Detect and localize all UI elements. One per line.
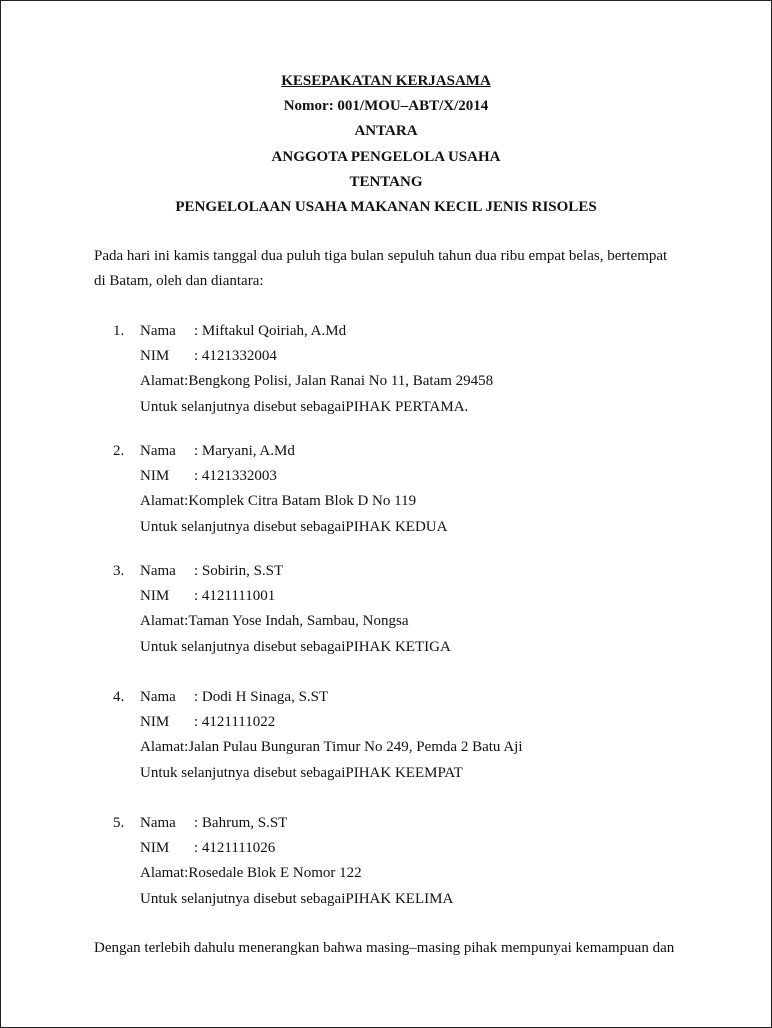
party-nim: 4121111026: [201, 840, 276, 857]
party-2: 2. Nama : Maryani, A.Md NIM : 4121332003 Alamat: Komplek Citra Batam Blok D No 119 Untuk selanjutnya disebut sebagai PIHAK KEDUA: [94, 441, 714, 542]
party-name: Dodi H Sinaga, S.ST: [201, 689, 329, 705]
party-address: Rosedale Blok E Nomor 122: [188, 865, 362, 882]
party-number: 2.: [113, 443, 125, 459]
party-address: Komplek Citra Batam Blok D No 119: [188, 493, 417, 510]
party-number: 1.: [113, 323, 125, 339]
party-nim: 4121332003: [201, 468, 277, 485]
party-name: Maryani, A.Md: [201, 443, 295, 459]
title-regarding: TENTANG: [349, 173, 423, 190]
intro-line-1: Pada hari ini kamis tanggal dua puluh tiga bulan sepuluh tahun dua ribu empat belas, bertempat: [94, 248, 668, 264]
party-number: 3.: [113, 563, 125, 579]
intro-paragraph: [94, 244, 704, 294]
party-address: Jalan Pulau Bunguran Timur No 249, Pemda 2 Batu Aji: [188, 739, 523, 756]
document-title-block: [1, 71, 771, 222]
party-nim: 4121111001: [201, 588, 276, 605]
party-nim: 4121332004: [201, 348, 277, 365]
title-between: ANTARA: [354, 123, 418, 140]
party-3: 3. Nama : Sobirin, S.ST NIM : 4121111001 Alamat: Taman Yose Indah, Sambau, Nongsa Untuk selanjutnya disebut sebagai PIHAK KETIGA: [94, 561, 714, 662]
title-subject: PENGELOLAAN USAHA MAKANAN KECIL JENIS RISOLES: [175, 198, 597, 215]
closing-line-1: Dengan terlebih dahulu menerangkan bahwa masing–masing pihak mempunyai kemampuan dan: [94, 940, 675, 956]
party-role: PIHAK KEEMPAT: [345, 764, 463, 781]
party-address: Bengkong Polisi, Jalan Ranai No 11, Batam 29458: [188, 373, 494, 390]
agreement-title: KESEPAKATAN KERJASAMA: [281, 73, 491, 89]
party-role: PIHAK KETIGA: [345, 638, 451, 655]
party-name: Miftakul Qoiriah, A.Md: [201, 323, 347, 339]
agreement-number: Nomor: 001/MOU–ABT/X/2014: [283, 98, 489, 115]
party-number: 5.: [113, 815, 125, 831]
party-role: PIHAK PERTAMA.: [345, 398, 469, 415]
party-nim: 4121111022: [201, 714, 276, 731]
party-name: Sobirin, S.ST: [201, 563, 284, 579]
intro-line-2: di Batam, oleh dan diantara:: [94, 273, 264, 289]
party-1: 1. Nama : Miftakul Qoiriah, A.Md NIM : 4121332004 Alamat: Bengkong Polisi, Jalan Ranai No 11, Batam 29458 Untuk selanjutnya disebut sebagai PIHAK PERTAMA.: [94, 321, 714, 422]
title-parties: ANGGOTA PENGELOLA USAHA: [271, 148, 501, 165]
party-5: 5. Nama : Bahrum, S.ST NIM : 4121111026 Alamat: Rosedale Blok E Nomor 122 Untuk selanjutnya disebut sebagai PIHAK KELIMA: [94, 813, 714, 914]
party-number: 4.: [113, 689, 125, 705]
party-role: PIHAK KELIMA: [345, 890, 454, 907]
party-4: 4. Nama : Dodi H Sinaga, S.ST NIM : 4121111022 Alamat: Jalan Pulau Bunguran Timur No 249, Pemda 2 Batu Aji Untuk selanjutnya disebut sebagai PIHAK KEEMPAT: [94, 687, 714, 788]
closing-paragraph: [94, 936, 714, 961]
party-name: Bahrum, S.ST: [201, 815, 288, 831]
party-role: PIHAK KEDUA: [345, 518, 448, 535]
party-address: Taman Yose Indah, Sambau, Nongsa: [188, 613, 409, 630]
